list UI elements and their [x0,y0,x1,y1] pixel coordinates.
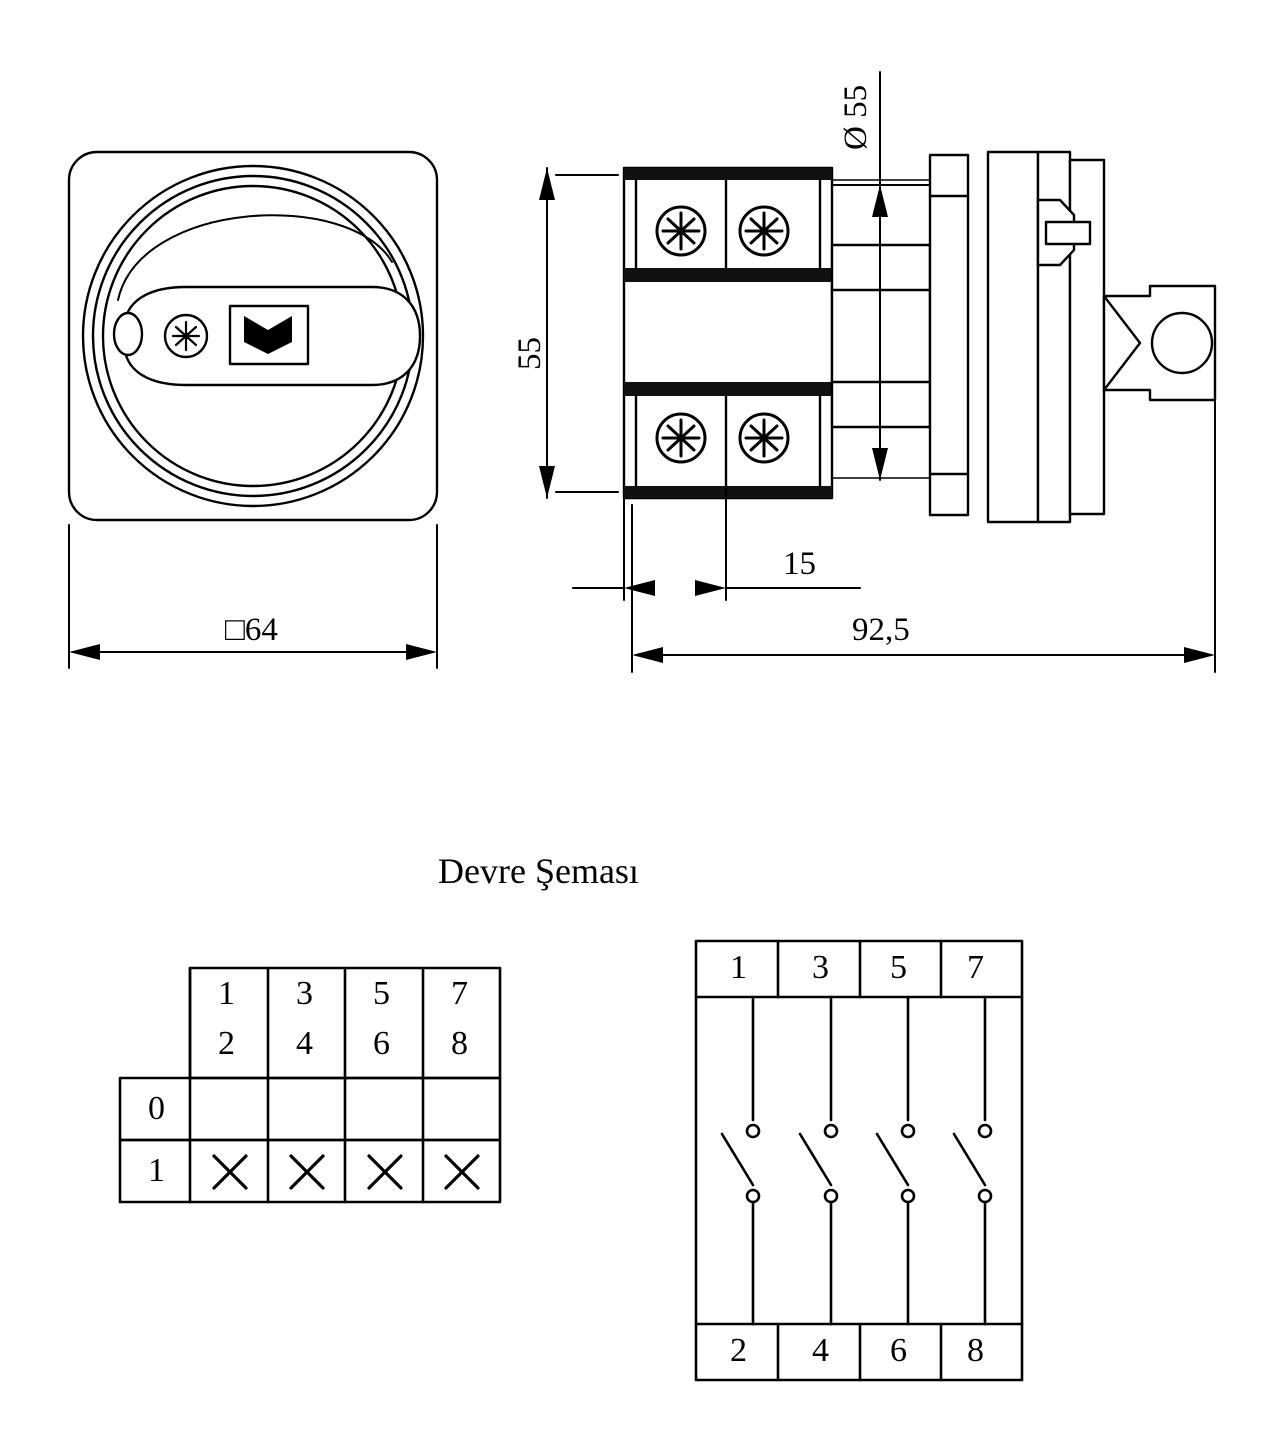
side-view-body [624,152,1215,522]
schematic-top-terminal-3: 5 [890,949,907,986]
table-header-bottom-1: 2 [218,1025,235,1062]
side-view-height-label: 55 [512,337,548,370]
schematic-bottom-terminal-3: 6 [890,1332,907,1369]
front-view-body [69,152,437,520]
schematic-top-terminal-2: 3 [812,949,829,986]
shaft-diameter-label: Ø 55 [838,84,874,150]
table-header-bottom-3: 6 [373,1025,390,1062]
table-header-top-2: 3 [296,975,313,1012]
section-title: Devre Şeması [438,851,639,891]
table-row-label-0: 0 [148,1090,165,1127]
table-row-label-1: 1 [148,1152,165,1189]
schematic-bottom-terminal-2: 4 [812,1332,829,1369]
overall-length-label: 92,5 [852,612,910,648]
table-header-top-3: 5 [373,975,390,1012]
table-header-bottom-4: 8 [451,1025,468,1062]
side-height-dimension [539,168,618,498]
terminal-pitch-label: 15 [783,546,816,582]
schematic-bottom-terminal-4: 8 [967,1332,984,1369]
table-header-top-1: 1 [218,975,235,1012]
schematic-top-terminal-1: 1 [730,949,747,986]
schematic-bottom-terminal-1: 2 [730,1332,747,1369]
schematic-top-terminal-4: 7 [967,949,984,986]
front-view-width-label: □64 [225,612,278,648]
table-header-bottom-2: 4 [296,1025,313,1062]
switch-schematic-graphic [696,941,1022,1380]
table-header-top-4: 7 [451,975,468,1012]
